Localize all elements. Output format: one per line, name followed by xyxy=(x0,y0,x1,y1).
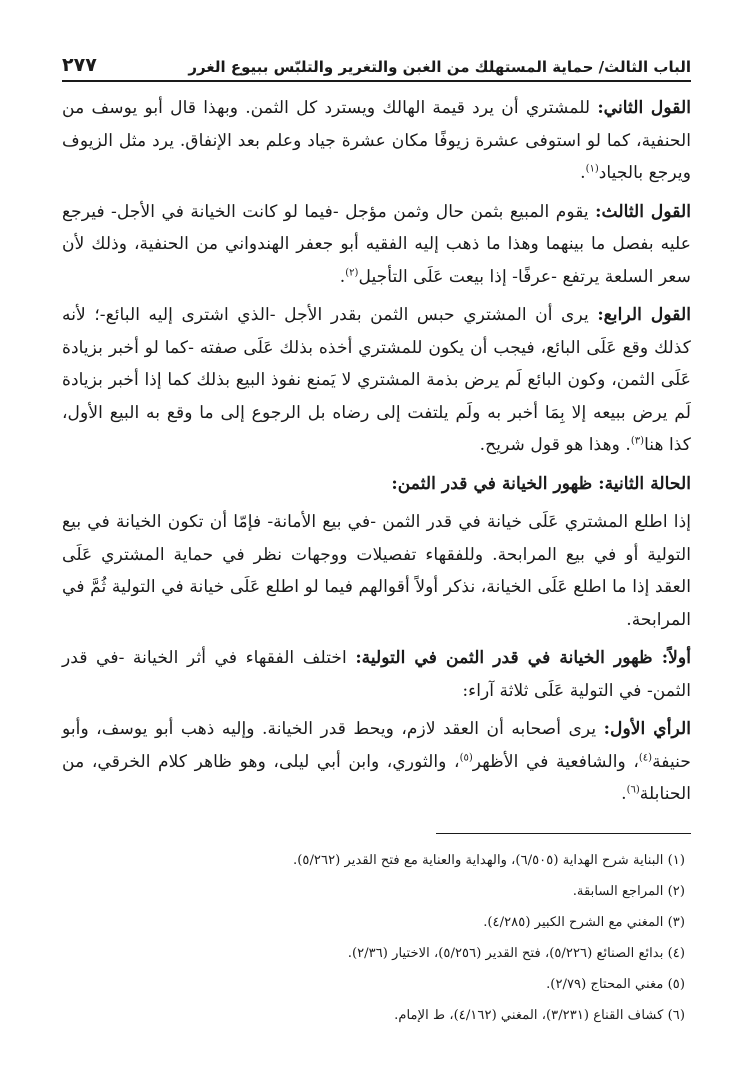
footnote-item: (٤) بدائع الصنائع (٥/٢٢٦)، فتح القدير (٥/٢٥٦)، الاختيار (٢/٣٦). xyxy=(347,946,685,961)
page-number: ٢٧٧ xyxy=(62,54,97,76)
paragraph-third-opinion xyxy=(62,196,691,294)
running-header xyxy=(62,48,691,82)
paragraph-end: . وهذا هو قول شريح. xyxy=(479,435,631,455)
paragraph-fourth-opinion xyxy=(62,299,691,462)
footnote-item: (٢) المراجع السابقة. xyxy=(572,884,685,899)
paragraph-end: . xyxy=(621,784,627,804)
paragraph-text: ، والثوري، وابن أبي ليلى، وهو ظاهر كلام الخرقي، من الحنابلة xyxy=(62,751,691,804)
footnote-ref[interactable]: (٤) xyxy=(638,751,653,763)
paragraph-end: . xyxy=(339,266,346,287)
paragraph-lead: القول الثالث: xyxy=(595,201,692,222)
paragraph-lead: القول الثاني: xyxy=(597,98,691,118)
footnote-ref[interactable]: (٦) xyxy=(626,784,640,796)
main-text xyxy=(62,92,691,817)
footnote-ref[interactable]: (٣) xyxy=(630,435,645,447)
footnote-item: (٥) مغني المحتاج (٢/٧٩). xyxy=(546,977,685,992)
paragraph-text: يرى أن المشتري حبس الثمن بقدر الأجل -الذي اشترى إليه البائع-؛ لأنه كذلك وقع عَلَى البائع، فيجب أن يكون للمشتري أخذه بذلك عَلَى صفته -كما لو أخبر بزيادة عَلَى الثمن، وكون البائع لَم يرض بذمة المشتري لا يَمنع نفوذ البيع بذلك كما إذا أخبر بزيادة لَم يرض ببيعه إلا بِمَا أخبر به ولَم يلتفت إلى رضاه بل الرجوع إلى ما وقع به البيع الأول، كذا هنا xyxy=(62,305,691,455)
paragraph-lead: أولاً: ظهور الخيانة في قدر الثمن في التولية: xyxy=(355,648,691,668)
paragraph-lead: القول الرابع: xyxy=(597,305,691,325)
paragraph-first-view xyxy=(62,713,691,811)
paragraph-text: يرى أصحابه أن العقد لازم، ويحط قدر الخيانة. وإليه ذهب أبو يوسف، وأبو حنيفة xyxy=(62,719,691,772)
footnote-item: (١) البناية شرح الهداية (٦/٥٠٥)، والهداية والعناية مع فتح القدير (٥/٢٦٢). xyxy=(293,853,685,868)
footnote-ref[interactable]: (١) xyxy=(585,163,599,175)
footnote-ref[interactable]: (٢) xyxy=(345,266,359,278)
footnotes xyxy=(62,845,691,1031)
paragraph-tawliya xyxy=(62,642,691,707)
paragraph-text: إذا اطلع المشتري عَلَى خيانة في قدر الثمن -في بيع الأمانة- فإمّا أن تكون الخيانة في بيع التولية أو في بيع المرابحة. وللفقهاء تفصيلات ووجهات نظر في حماية المشتري عَلَى العقد إذا ما اطلع عَلَى الخيانة، نذكر أولاً أقوالهم فيما لو اطلع عَلَى خيانة في التولية ثُمَّ في المرابحة. xyxy=(62,512,691,630)
paragraph-text: ، والشافعية في الأظهر xyxy=(472,751,639,772)
paragraph-text: اختلف الفقهاء في أثر الخيانة -في قدر الثمن- في التولية عَلَى ثلاثة آراء: xyxy=(62,648,691,701)
paragraph-price-betrayal xyxy=(62,506,691,636)
paragraph-end: . xyxy=(580,163,586,183)
footnote-item: (٦) كشاف القناع (٣/٢٣١)، المغني (٤/١٦٢)، ط الإمام. xyxy=(394,1008,685,1023)
footnote-ref[interactable]: (٥) xyxy=(459,751,473,763)
chapter-title: الباب الثالث/ حماية المستهلك من الغبن والتغرير والتلبّس ببيوع الغرر xyxy=(188,58,691,76)
paragraph-text: للمشتري أن يرد قيمة الهالك ويسترد كل الثمن. وبهذا قال أبو يوسف من الحنفية، كما لو استوفى عشرة زيوفًا مكان عشرة جياد وعلم بعد الإنفاق. يرد مثل الزيوف ويرجع بالجياد xyxy=(62,98,691,183)
section-heading: الحالة الثانية: ظهور الخيانة في قدر الثمن: xyxy=(391,473,691,494)
paragraph-text: يقوم المبيع بثمن حال وثمن مؤجل -فيما لو كانت الخيانة في الأجل- فيرجع عليه بفصل ما بينهما وهذا ما ذهب إليه الفقيه أبو جعفر الهندواني من الحنفية، وذلك لأن سعر السلعة يرتفع -عرفًا- إذا بيعت عَلَى التأجيل xyxy=(62,201,691,287)
paragraph-lead: الرأي الأول: xyxy=(603,719,692,739)
footnote-divider xyxy=(436,833,691,834)
paragraph-second-opinion xyxy=(62,92,691,190)
footnote-item: (٣) المغني مع الشرح الكبير (٤/٢٨٥). xyxy=(483,915,685,930)
